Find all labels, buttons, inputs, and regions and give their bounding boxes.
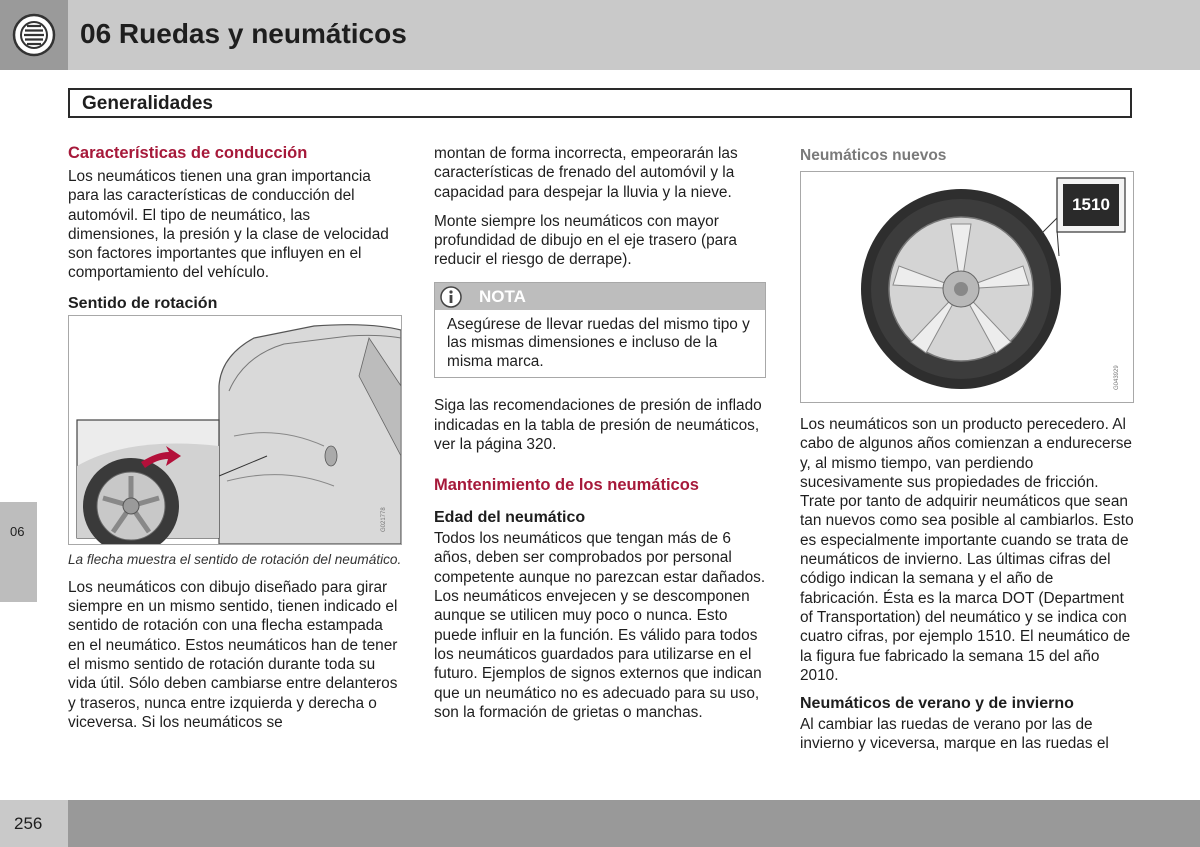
section-bar — [68, 88, 1132, 118]
heading-driving-characteristics: Características de conducción — [68, 144, 308, 162]
subheading-tire-age: Edad del neumático — [434, 509, 586, 527]
intro-paragraph: Los neumáticos tienen una gran importancia para las características de conducción del automóvil. El tipo de neumático, las dimensiones, la presión y la clase de velocidad son factores importantes que influyen en el comportamiento del vehículo. — [68, 168, 389, 282]
rotation-paragraph: Los neumáticos con dibujo diseñado para girar siempre en un mismo sentido, tienen indicado el sentido de rotación con una flecha estampada en el neumático. Estos neumáticos han de tener el mismo sentido de rotación durante toda su vida útil. Sólo deben cambiarse entre delanteros y traseros, nunca entre izquierda y derecha o viceversa. Si los neumáticos se — [68, 578, 398, 731]
chapter-icon-box — [0, 0, 68, 70]
info-icon — [440, 286, 462, 308]
note-header — [435, 283, 765, 310]
page-footer — [0, 800, 1200, 847]
heading-new-tires: Neumáticos nuevos — [800, 147, 947, 164]
paragraph-summer-winter: Al cambiar las ruedas de verano por las de invierno y viceversa, marque en las ruedas el — [800, 716, 1109, 753]
chapter-header — [0, 0, 1200, 70]
paragraph-perishable: Los neumáticos son un producto perecedero. Al cabo de algunos años comienzan a endurecerse y, al mismo tiempo, van perdiendo sucesivamente sus propiedades de fricción. Trate por tanto de adquirir neumáticos que sean tan nuevos como sea posible al cambiarlos. Esto es especialmente importante cuando se trata de neumáticos de invierno. Las últimas cifras del código indican la semana y el año de fabricación. Ésta es la marca DOT (Department of Transportation) del neumático y se indica con cuatro cifras, por ejemplo 1510. El neumático de la figura fue fabricado la semana 15 del año 2010. — [800, 416, 1134, 684]
column-2 — [434, 144, 766, 732]
rotation-figure — [68, 315, 402, 545]
section-title: Generalidades — [82, 93, 213, 114]
figure-caption: La flecha muestra el sentido de rotación del neumático. — [68, 551, 402, 567]
dot-figure — [800, 171, 1134, 403]
car-front-illustration — [69, 316, 401, 544]
side-tab-label: 06 — [10, 524, 25, 539]
figure-code: G043929 — [1114, 365, 1120, 390]
dot-code-label: 1510 — [1072, 195, 1110, 214]
subheading-rotation: Sentido de rotación — [68, 294, 218, 312]
note-text: Asegúrese de llevar ruedas del mismo tipo y las mismas dimensiones e incluso de la misma marca. — [447, 315, 750, 370]
paragraph-pressure: Siga las recomendaciones de presión de inflado indicadas en la tabla de presión de neumáticos, ver la página 320. — [434, 397, 762, 453]
heading-tire-maintenance: Mantenimiento de los neumáticos — [434, 476, 699, 495]
figure-code: G021778 — [381, 507, 387, 532]
page-number-box — [0, 800, 68, 847]
paragraph-continued: montan de forma incorrecta, empeorarán las características de frenado del automóvil y la capacidad para despejar la lluvia y la nieve. — [434, 145, 738, 201]
chapter-title: 06 Ruedas y neumáticos — [80, 18, 407, 49]
column-3 — [800, 144, 1134, 764]
paragraph-rear-axle: Monte siempre los neumáticos con mayor profundidad de dibujo en el eje trasero (para reducir el riesgo de derrape). — [434, 212, 737, 269]
note-title: NOTA — [479, 286, 526, 306]
tire-icon — [12, 13, 56, 57]
page-number: 256 — [14, 814, 43, 833]
note-box — [434, 282, 766, 379]
subheading-summer-winter: Neumáticos de verano y de invierno — [800, 695, 1074, 713]
paragraph-tire-age: Todos los neumáticos que tengan más de 6 años, deben ser comprobados por personal competente aunque no parezcan estar dañados. Los neumáticos envejecen y se descomponen aunque se utilicen muy poco o nunca. Esto puede influir en la función. Es válido para todos los neumáticos guardados para utilizarse en el futuro. Ejemplos de signos externos que indican que un neumático no es adecuado para su uso, son la formación de grietas o manchas. — [434, 530, 766, 721]
chapter-side-tab — [0, 502, 37, 602]
column-1 — [68, 144, 403, 742]
